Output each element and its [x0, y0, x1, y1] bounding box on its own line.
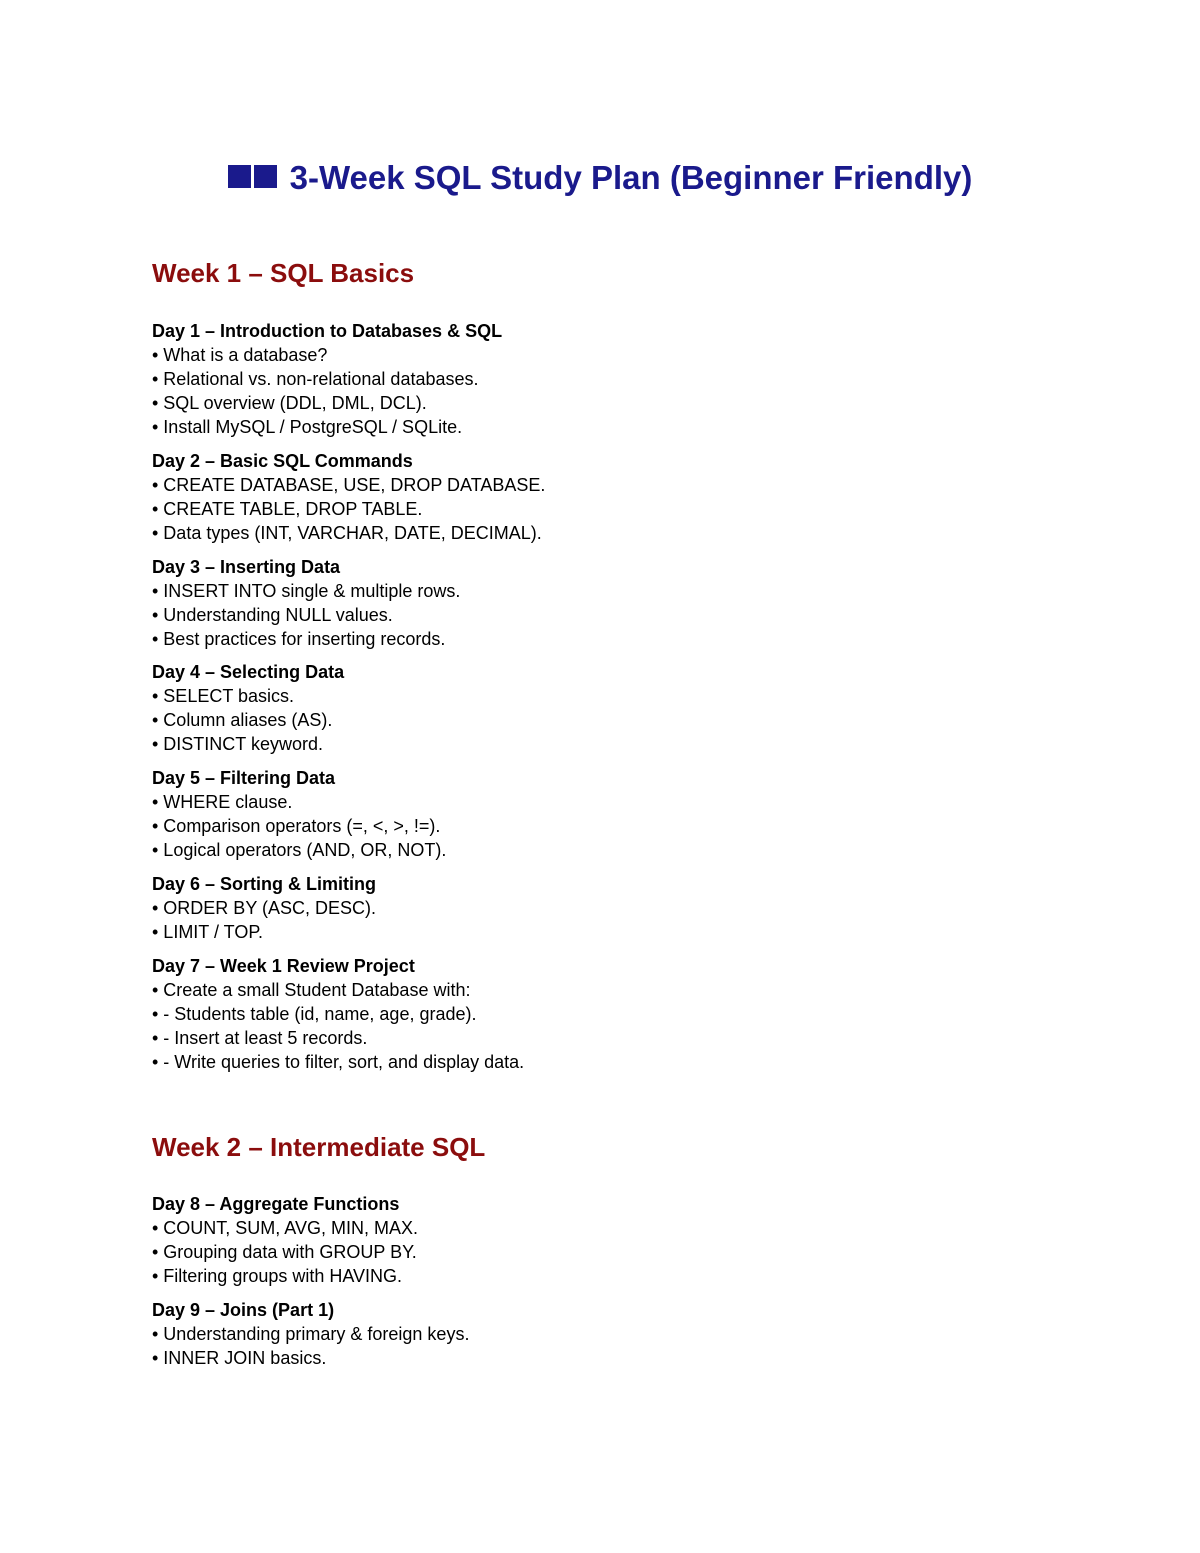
day-title: Day 3 – Inserting Data — [152, 557, 341, 577]
day-title: Day 9 – Joins (Part 1) — [152, 1300, 335, 1320]
list-item: • Best practices for inserting records. — [152, 629, 446, 649]
document-title-line — [0, 156, 1200, 202]
list-item: • Logical operators (AND, OR, NOT). — [152, 840, 447, 860]
title-square-icons — [228, 155, 280, 199]
list-item: • Relational vs. non-relational databases. — [152, 369, 479, 389]
list-item: • - Insert at least 5 records. — [152, 1028, 368, 1048]
day-title: Day 5 – Filtering Data — [152, 768, 336, 788]
list-item: • Data types (INT, VARCHAR, DATE, DECIMAL). — [152, 523, 542, 543]
list-item: • Column aliases (AS). — [152, 710, 333, 730]
list-item: • Install MySQL / PostgreSQL / SQLite. — [152, 417, 463, 437]
list-item: • Comparison operators (=, <, >, !=). — [152, 816, 441, 836]
list-item: • Understanding NULL values. — [152, 605, 393, 625]
list-item: • Grouping data with GROUP BY. — [152, 1242, 417, 1262]
list-item: • COUNT, SUM, AVG, MIN, MAX. — [152, 1218, 418, 1238]
list-item: • INNER JOIN basics. — [152, 1348, 327, 1368]
day-title: Day 4 – Selecting Data — [152, 662, 345, 682]
list-item: • WHERE clause. — [152, 792, 293, 812]
list-item: • ORDER BY (ASC, DESC). — [152, 898, 377, 918]
day-8-block — [152, 1192, 1112, 1288]
day-9-block — [152, 1298, 1112, 1370]
day-title: Day 2 – Basic SQL Commands — [152, 451, 413, 471]
day-1-block — [152, 319, 1112, 439]
day-2-block — [152, 449, 1112, 545]
list-item: • INSERT INTO single & multiple rows. — [152, 581, 461, 601]
list-item: • - Students table (id, name, age, grade). — [152, 1004, 477, 1024]
list-item: • CREATE DATABASE, USE, DROP DATABASE. — [152, 475, 546, 495]
square-icon — [228, 165, 251, 188]
list-item: • Understanding primary & foreign keys. — [152, 1324, 470, 1344]
day-3-block — [152, 555, 1112, 651]
week-1-section — [152, 256, 1112, 290]
day-title: Day 7 – Week 1 Review Project — [152, 956, 415, 976]
week-2-section — [152, 1130, 1112, 1164]
square-icon — [254, 165, 277, 188]
list-item: • CREATE TABLE, DROP TABLE. — [152, 499, 423, 519]
day-4-block — [152, 660, 1112, 756]
day-title: Day 8 – Aggregate Functions — [152, 1194, 400, 1214]
list-item: • SELECT basics. — [152, 686, 295, 706]
list-item: • SQL overview (DDL, DML, DCL). — [152, 393, 427, 413]
day-5-block — [152, 766, 1112, 862]
day-title: Day 6 – Sorting & Limiting — [152, 874, 377, 894]
list-item: • - Write queries to filter, sort, and display data. — [152, 1052, 525, 1072]
list-item: • DISTINCT keyword. — [152, 734, 323, 754]
document-title: 3-Week SQL Study Plan (Beginner Friendly) — [289, 159, 973, 196]
list-item: • What is a database? — [152, 345, 328, 365]
list-item: • LIMIT / TOP. — [152, 922, 264, 942]
day-7-block — [152, 954, 1112, 1074]
day-title: Day 1 – Introduction to Databases & SQL — [152, 321, 503, 341]
week-heading: Week 2 – Intermediate SQL — [152, 1132, 486, 1162]
list-item: • Create a small Student Database with: — [152, 980, 471, 1000]
week-heading: Week 1 – SQL Basics — [152, 258, 415, 288]
day-6-block — [152, 872, 1112, 944]
list-item: • Filtering groups with HAVING. — [152, 1266, 403, 1286]
